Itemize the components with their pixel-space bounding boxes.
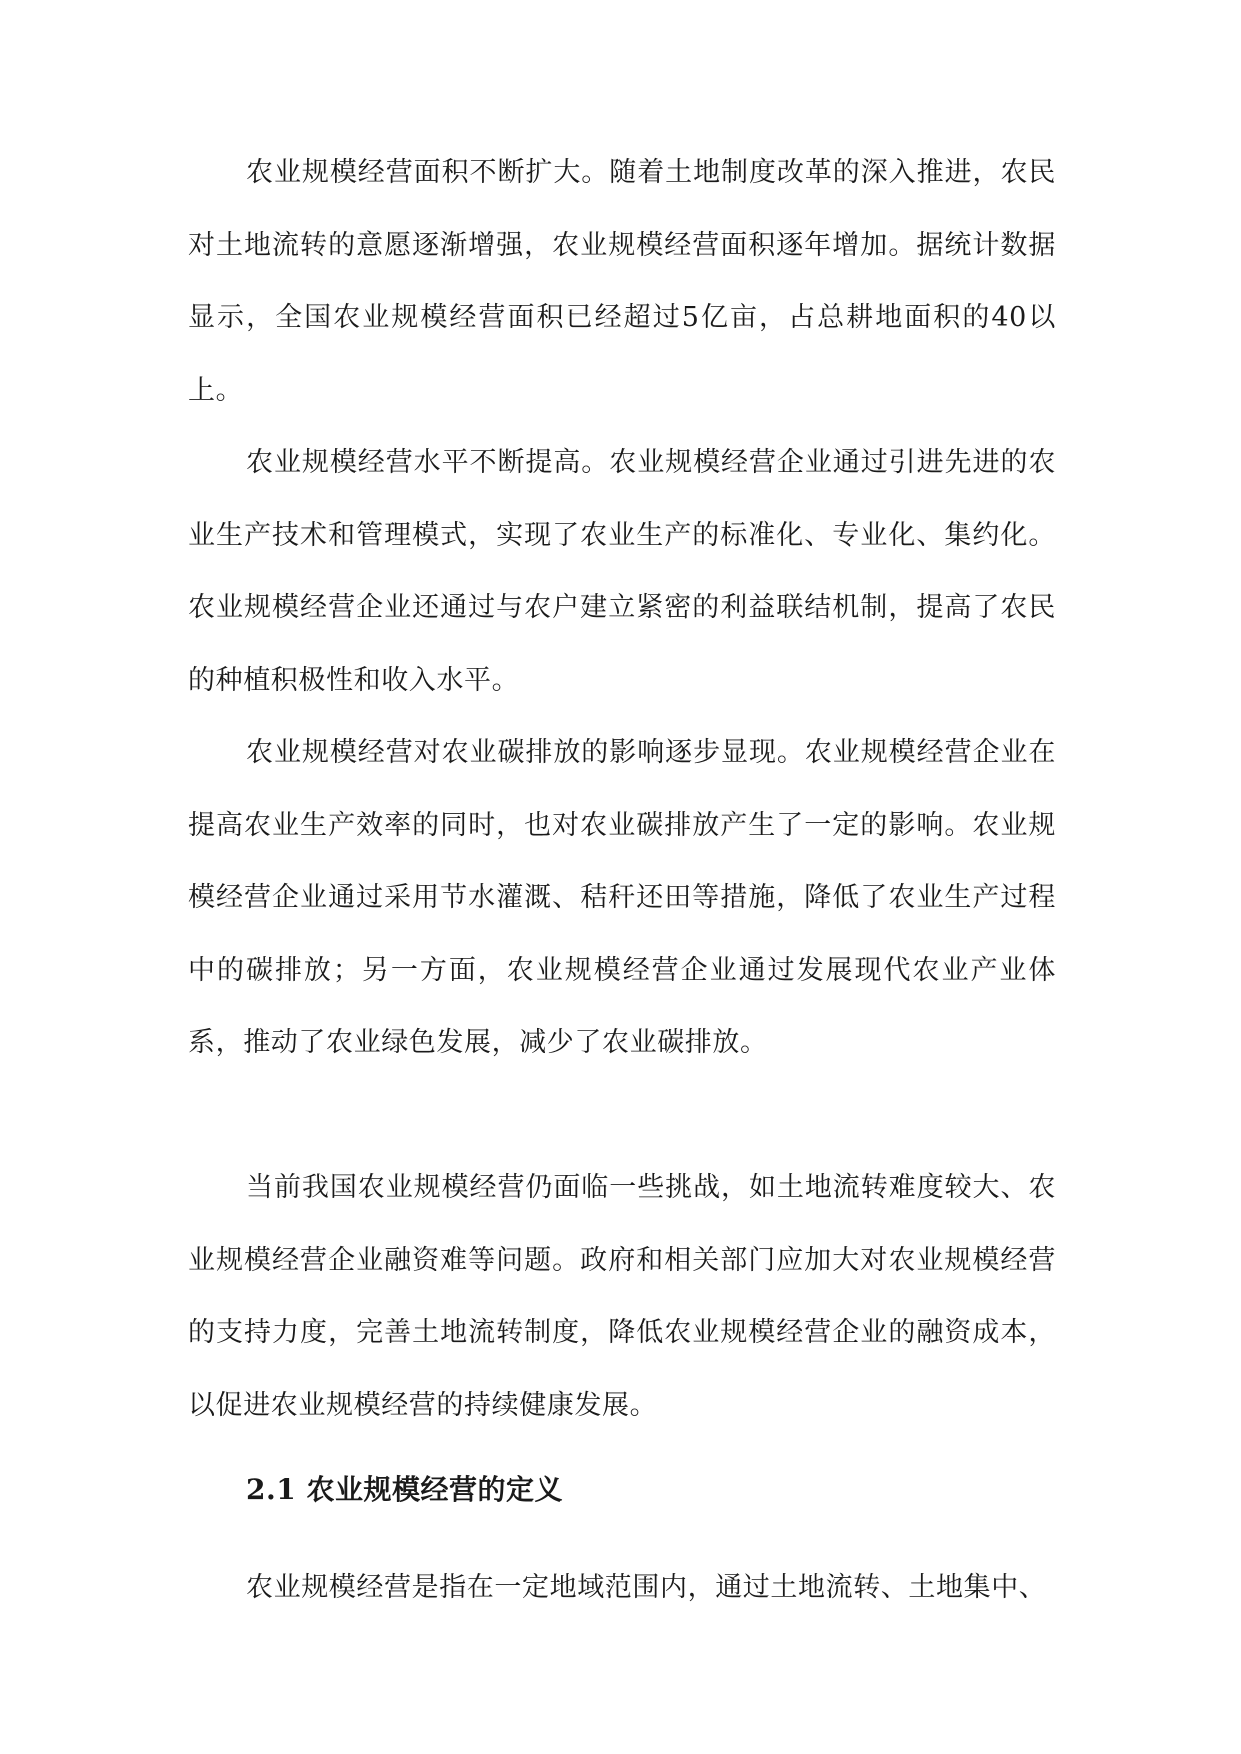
section-heading: 2.1 农业规模经营的定义 <box>246 1473 563 1506</box>
paragraph-definition: 农业规模经营是指在一定地域范围内，通过土地流转、土地集中、 <box>246 1572 1047 1603</box>
paragraph-challenges: 当前我国农业规模经营仍面临一些挑战，如土地流转难度较大、农业规模经营企业融资难等问题。政府和相关部门应加大对农业规模经营的支持力度，完善土地流转制度，降低农业规模经营企业的融资成本，以促进农业规模经营的持续健康发展。 <box>188 1172 1056 1421</box>
paragraph-carbon-impact: 农业规模经营对农业碳排放的影响逐步显现。农业规模经营企业在提高农业生产效率的同时，也对农业碳排放产生了一定的影响。农业规模经营企业通过采用节水灌溉、秸秆还田等措施，降低了农业生产过程中的碳排放；另一方面，农业规模经营企业通过发展现代农业产业体系，推动了农业绿色发展，减少了农业碳排放。 <box>188 737 1056 1058</box>
paragraph-scale-level: 农业规模经营水平不断提高。农业规模经营企业通过引进先进的农业生产技术和管理模式，实现了农业生产的标准化、专业化、集约化。农业规模经营企业还通过与农户建立紧密的利益联结机制，提高了农民的种植积极性和收入水平。 <box>188 447 1056 696</box>
paragraph-scale-area: 农业规模经营面积不断扩大。随着土地制度改革的深入推进，农民对土地流转的意愿逐渐增强，农业规模经营面积逐年增加。据统计数据显示，全国农业规模经营面积已经超过5亿亩，占总耕地面积的40以上。 <box>188 157 1056 406</box>
